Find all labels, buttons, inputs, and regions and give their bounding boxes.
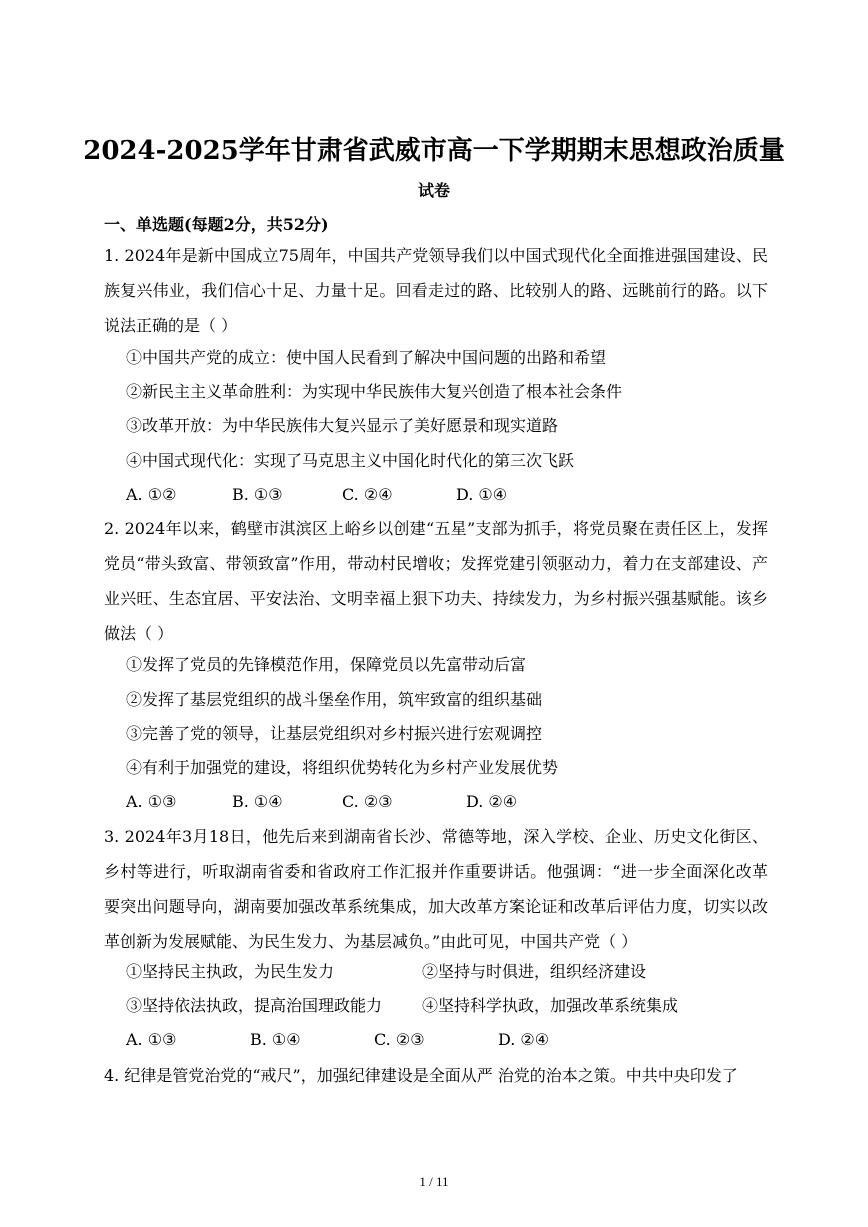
answer-b: B. ①④ [250,1030,301,1049]
answer-d: D. ①④ [456,485,508,504]
question-3-option-2: ②坚持与时俱进，组织经济建设 [422,962,647,981]
question-2-stem: 2. 2024年以来，鹤壁市淇滨区上峪乡以创建“五星”支部为抓手，将党员聚在责任区上，发挥党员“带头致富、带领致富”作用，带动村民增收；发挥党建引领驱动力，着力在支部建设、产业兴旺、生态宜居、平安法治、文明幸福上狠下功夫、持续发力，为乡村振兴强基赋能。该乡做法（ ） [104,519,768,643]
section-heading: 一、单选题(每题2分，共52分) [104,215,329,234]
question-3-option-4: ④坚持科学执政，加强改革系统集成 [422,996,679,1015]
question-4-stem: 4. 纪律是管党治党的“戒尺”，加强纪律建设是全面从严 治党的治本之策。中共中央印发了 [104,1066,738,1085]
question-2-option-3: ③完善了党的领导，让基层党组织对乡村振兴进行宏观调控 [126,724,543,743]
answer-c: C. ②③ [374,1030,425,1049]
question-3-option-1: ①坚持民主执政，为民生发力 [126,962,335,981]
question-1-option-1: ①中国共产党的成立：使中国人民看到了解决中国问题的出路和希望 [126,348,607,367]
document-title: 2024-2025学年甘肃省武威市高一下学期期末思想政治质量 [83,136,785,166]
question-1-stem: 1. 2024年是新中国成立75周年，中国共产党领导我们以中国式现代化全面推进强国建设、民族复兴伟业，我们信心十足、力量十足。回看走过的路、比较别人的路、远眺前行的路。以下说法正确的是（ ） [104,246,768,335]
answer-d: D. ②④ [498,1030,550,1049]
answer-b: B. ①③ [232,485,283,504]
answer-d: D. ②④ [466,792,518,811]
question-2-option-1: ①发挥了党员的先锋模范作用，保障党员以先富带动后富 [126,655,527,674]
page-number: 1 / 11 [419,1174,449,1189]
answer-a: A. ①③ [126,1030,177,1049]
answer-a: A. ①③ [126,792,177,811]
question-3-stem: 3. 2024年3月18日，他先后来到湖南省长沙、常德等地，深入学校、企业、历史文化街区、乡村等进行，听取湖南省委和省政府工作汇报并作重要讲话。他强调：“进一步全面深化改革要突出问题导向，湖南要加强改革系统集成，加大改革方案论证和改革后评估力度，切实以改革创新为发展赋能、为民生发力、为基层减负。”由此可见，中国共产党（ ） [104,827,768,951]
question-2-option-4: ④有利于加强党的建设，将组织优势转化为乡村产业发展优势 [126,758,559,777]
question-2-option-2: ②发挥了基层党组织的战斗堡垒作用，筑牢致富的组织基础 [126,690,543,709]
question-1-option-3: ③改革开放：为中华民族伟大复兴显示了美好愿景和现实道路 [126,416,559,435]
answer-b: B. ①④ [232,792,283,811]
question-1-option-2: ②新民主主义革命胜利：为实现中华民族伟大复兴创造了根本社会条件 [126,382,623,401]
answer-a: A. ①② [126,485,177,504]
document-subtitle: 试卷 [417,181,450,200]
question-1-option-4: ④中国式现代化：实现了马克思主义中国化时代化的第三次飞跃 [126,451,575,470]
answer-c: C. ②③ [342,792,393,811]
question-3-option-3: ③坚持依法执政，提高治国理政能力 [126,996,383,1015]
answer-c: C. ②④ [342,485,393,504]
